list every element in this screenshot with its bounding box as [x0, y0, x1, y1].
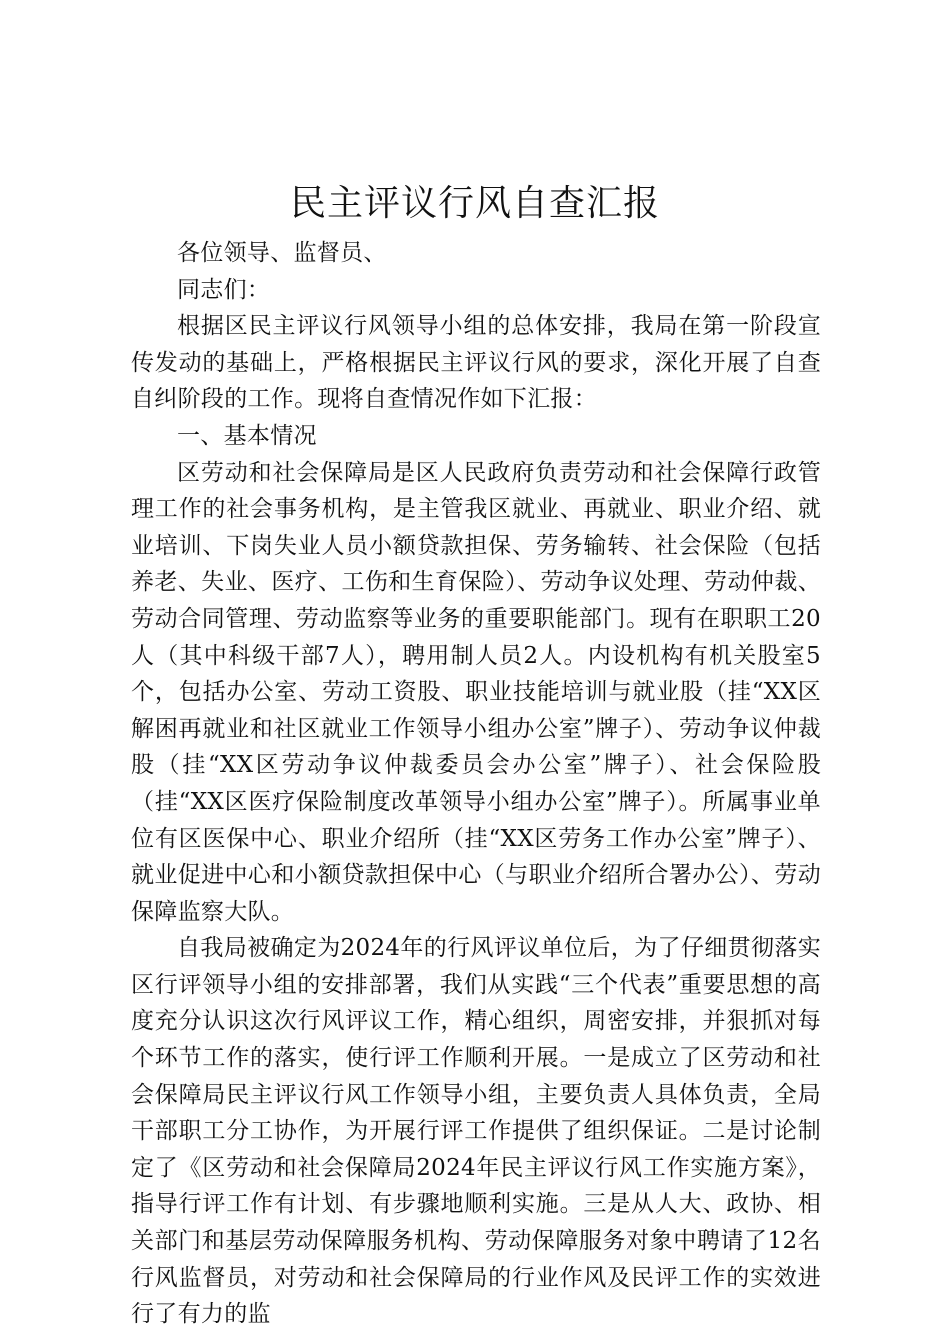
- body-paragraph: 区劳动和社会保障局是区人民政府负责劳动和社会保障行政管理工作的社会事务机构，是主管我区就业、再就业、职业介绍、就业培训、下岗失业人员小额贷款担保、劳务输转、社会保险（包括养老、失业、医疗、工伤和生育保险）、劳动争议处理、劳动仲裁、劳动合同管理、劳动监察等业务的重要职能部门。现有在职职工20人（其中科级干部7人），聘用制人员2人。内设机构有机关股室5个，包括办公室、劳动工资股、职业技能培训与就业股（挂“XX区解困再就业和社区就业工作领导小组办公室”牌子）、劳动争议仲裁股（挂“XX区劳动争议仲裁委员会办公室”牌子）、社会保险股（挂“XX区医疗保险制度改革领导小组办公室”牌子）。所属事业单位有区医保中心、职业介绍所（挂“XX区劳务工作办公室”牌子）、就业促进中心和小额贷款担保中心（与职业介绍所合署办公）、劳动保障监察大队。: [131, 459, 821, 925]
- section-heading-basic-situation: 一、基本情况: [177, 422, 317, 449]
- salutation-line-2: 同志们：: [177, 276, 271, 303]
- document-body: [131, 235, 821, 1333]
- body-paragraph: 自我局被确定为2024年的行风评议单位后，为了仔细贯彻落实区行评领导小组的安排部署，我们从实践“三个代表”重要思想的高度充分认识这次行风评议工作，精心组织，周密安排，并狠抓对每个环节工作的落实，使行评工作顺利开展。一是成立了区劳动和社会保障局民主评议行风工作领导小组，主要负责人具体负责，全局干部职工分工协作，为开展行评工作提供了组织保证。二是讨论制定了《区劳动和社会保障局2024年民主评议行风工作实施方案》，指导行评工作有计划、有步骤地顺利实施。三是从人大、政协、相关部门和基层劳动保障服务机构、劳动保障服务对象中聘请了12名行风监督员，对劳动和社会保障局的行业作风及民评工作的实效进行了有力的监: [131, 935, 821, 1328]
- salutation-line-1: 各位领导、监督员、: [177, 240, 387, 266]
- document-title: 民主评议行风自查汇报: [289, 183, 660, 224]
- intro-paragraph: 根据区民主评议行风领导小组的总体安排，我局在第一阶段宣传发动的基础上，严格根据民主评议行风的要求，深化开展了自查自纠阶段的工作。现将自查情况作如下汇报：: [131, 313, 821, 413]
